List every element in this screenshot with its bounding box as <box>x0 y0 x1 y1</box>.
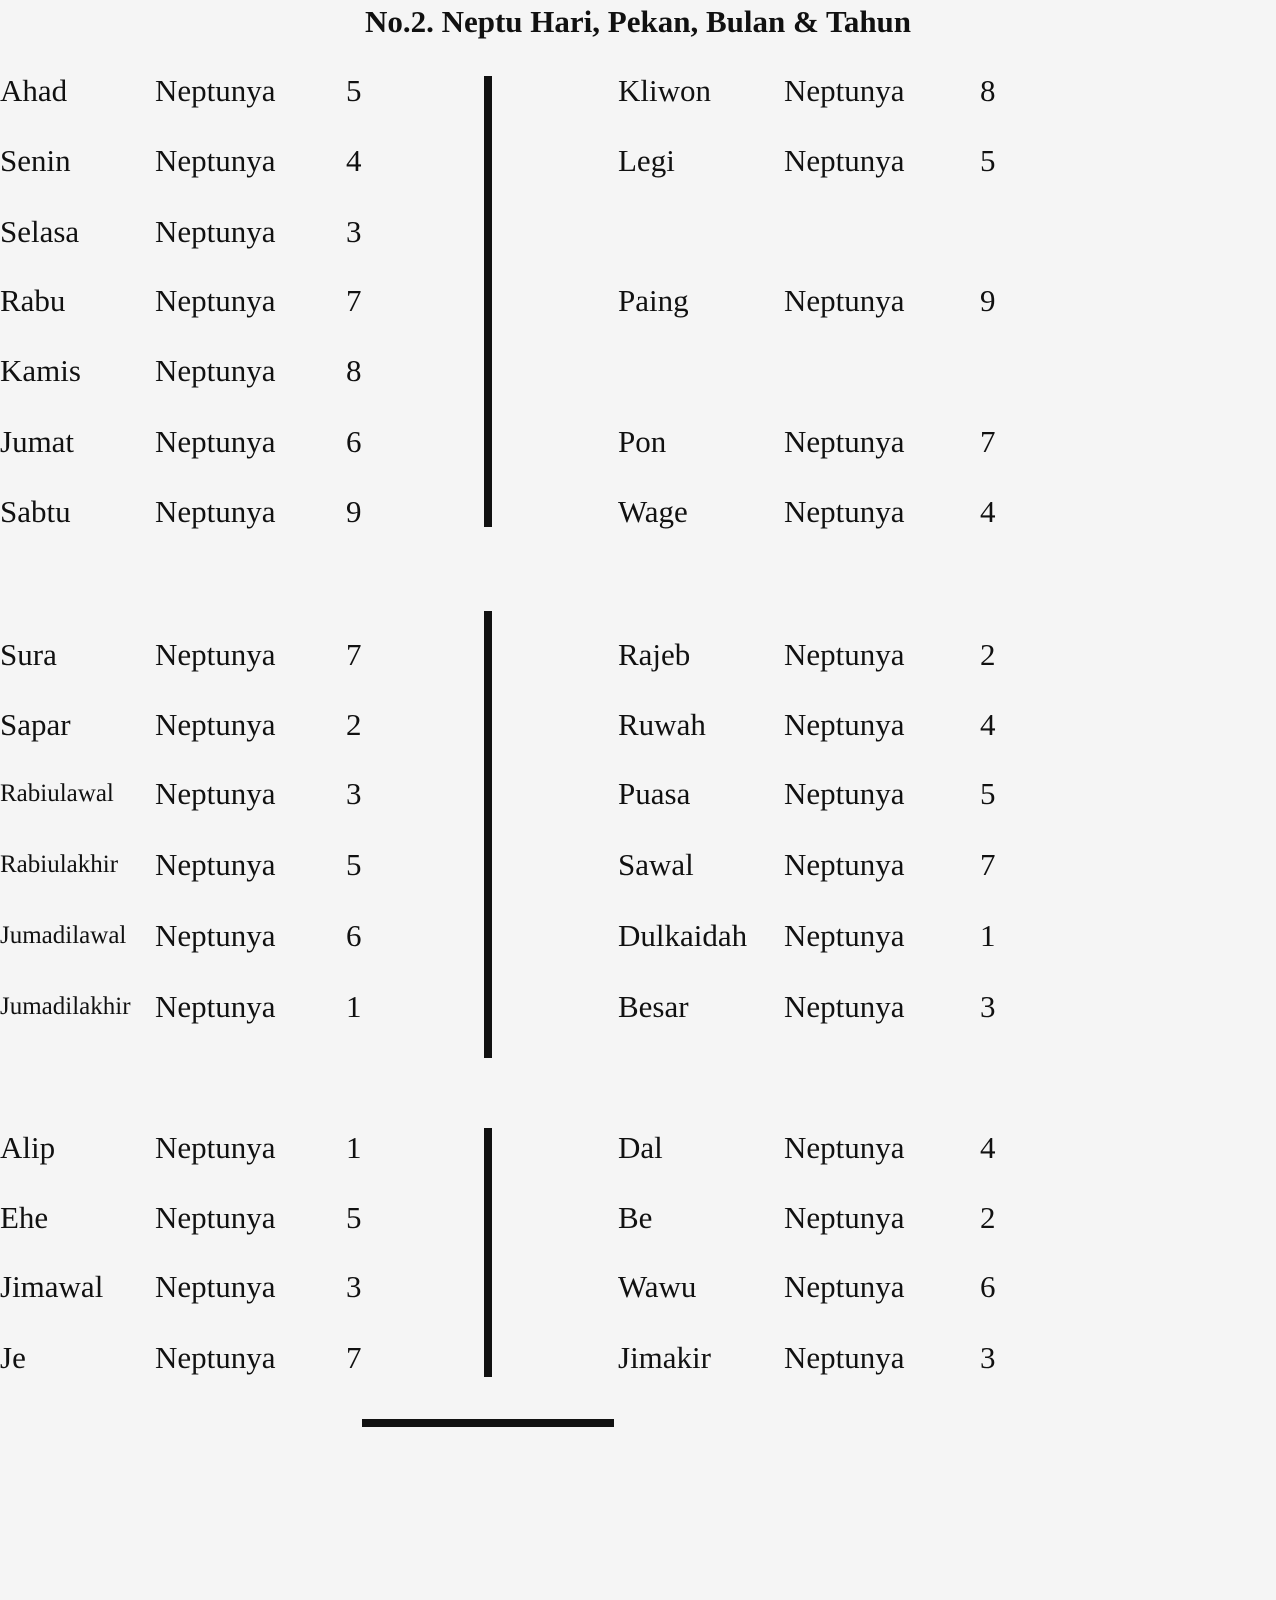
month-name: Puasa <box>618 776 691 811</box>
neptu-value: 4 <box>980 1130 996 1165</box>
neptu-label: Neptunya <box>784 1130 905 1165</box>
year-name: Jimakir <box>618 1340 711 1375</box>
neptu-value: 2 <box>980 637 996 672</box>
month-name: Rabiulakhir <box>0 851 119 878</box>
neptu-label: Neptunya <box>784 776 905 811</box>
neptu-value: 3 <box>346 1269 362 1304</box>
neptu-value: 6 <box>346 918 362 953</box>
year-name: Je <box>0 1340 26 1375</box>
neptu-label: Neptunya <box>784 73 905 108</box>
neptu-value: 3 <box>346 776 362 811</box>
neptu-label: Neptunya <box>784 1200 905 1235</box>
year-name: Jimawal <box>0 1269 104 1304</box>
neptu-value: 7 <box>346 637 362 672</box>
neptu-label: Neptunya <box>155 918 276 953</box>
neptu-value: 8 <box>346 353 362 388</box>
month-name: Rajeb <box>618 637 691 672</box>
neptu-label: Neptunya <box>155 143 276 178</box>
day-name: Selasa <box>0 214 80 249</box>
neptu-value: 2 <box>346 707 362 742</box>
pasaran-name: Kliwon <box>618 73 711 108</box>
neptu-value: 1 <box>346 989 362 1024</box>
pasaran-name: Paing <box>618 283 689 318</box>
neptu-label: Neptunya <box>155 1340 276 1375</box>
neptu-label: Neptunya <box>155 73 276 108</box>
neptu-value: 7 <box>346 1340 362 1375</box>
neptu-label: Neptunya <box>155 776 276 811</box>
neptu-label: Neptunya <box>155 424 276 459</box>
neptu-value: 9 <box>980 283 996 318</box>
neptu-value: 5 <box>346 1200 362 1235</box>
neptu-label: Neptunya <box>155 847 276 882</box>
neptu-value: 5 <box>980 776 996 811</box>
neptu-label: Neptunya <box>155 353 276 388</box>
neptu-label: Neptunya <box>155 989 276 1024</box>
year-name: Alip <box>0 1130 56 1165</box>
neptu-value: 1 <box>980 918 996 953</box>
neptu-label: Neptunya <box>155 707 276 742</box>
divider-months <box>484 611 492 1058</box>
neptu-value: 6 <box>346 424 362 459</box>
month-name: Jumadilakhir <box>0 993 131 1020</box>
page-title: No.2. Neptu Hari, Pekan, Bulan & Tahun <box>364 4 912 39</box>
year-name: Dal <box>618 1130 663 1165</box>
neptu-value: 6 <box>980 1269 996 1304</box>
neptu-label: Neptunya <box>155 637 276 672</box>
neptu-label: Neptunya <box>784 707 905 742</box>
neptu-label: Neptunya <box>155 283 276 318</box>
month-name: Besar <box>618 989 689 1024</box>
neptu-label: Neptunya <box>155 494 276 529</box>
year-name: Wawu <box>618 1269 697 1304</box>
neptu-value: 7 <box>346 283 362 318</box>
neptu-value: 3 <box>980 1340 996 1375</box>
neptu-value: 1 <box>346 1130 362 1165</box>
month-name: Sapar <box>0 707 71 742</box>
neptu-label: Neptunya <box>784 424 905 459</box>
neptu-value: 4 <box>980 707 996 742</box>
neptu-value: 7 <box>980 847 996 882</box>
neptu-value: 7 <box>980 424 996 459</box>
neptu-label: Neptunya <box>784 1340 905 1375</box>
day-name: Ahad <box>0 73 68 108</box>
pasaran-name: Pon <box>618 424 667 459</box>
month-name: Jumadilawal <box>0 922 127 949</box>
neptu-label: Neptunya <box>155 1200 276 1235</box>
neptu-label: Neptunya <box>784 847 905 882</box>
neptu-value: 9 <box>346 494 362 529</box>
neptu-label: Neptunya <box>155 214 276 249</box>
year-name: Ehe <box>0 1200 49 1235</box>
neptu-label: Neptunya <box>784 1269 905 1304</box>
neptu-label: Neptunya <box>155 1269 276 1304</box>
month-name: Rabiulawal <box>0 780 114 807</box>
pasaran-name: Legi <box>618 143 675 178</box>
day-name: Rabu <box>0 283 66 318</box>
neptu-value: 5 <box>980 143 996 178</box>
neptu-label: Neptunya <box>784 494 905 529</box>
neptu-value: 3 <box>980 989 996 1024</box>
neptu-label: Neptunya <box>784 637 905 672</box>
day-name: Senin <box>0 143 71 178</box>
divider-years <box>484 1128 492 1377</box>
neptu-value: 5 <box>346 847 362 882</box>
neptu-value: 2 <box>980 1200 996 1235</box>
neptu-value: 3 <box>346 214 362 249</box>
closing-rule <box>362 1419 614 1427</box>
neptu-value: 5 <box>346 73 362 108</box>
neptu-label: Neptunya <box>155 1130 276 1165</box>
day-name: Jumat <box>0 424 75 459</box>
month-name: Sawal <box>618 847 694 882</box>
neptu-value: 4 <box>980 494 996 529</box>
neptu-value: 4 <box>346 143 362 178</box>
year-name: Be <box>618 1200 653 1235</box>
neptu-label: Neptunya <box>784 989 905 1024</box>
neptu-label: Neptunya <box>784 143 905 178</box>
neptu-label: Neptunya <box>784 283 905 318</box>
month-name: Sura <box>0 637 57 672</box>
month-name: Ruwah <box>618 707 706 742</box>
month-name: Dulkaidah <box>618 918 748 953</box>
day-name: Kamis <box>0 353 81 388</box>
neptu-label: Neptunya <box>784 918 905 953</box>
divider-days <box>484 76 492 527</box>
day-name: Sabtu <box>0 494 71 529</box>
neptu-value: 8 <box>980 73 996 108</box>
pasaran-name: Wage <box>618 494 688 529</box>
